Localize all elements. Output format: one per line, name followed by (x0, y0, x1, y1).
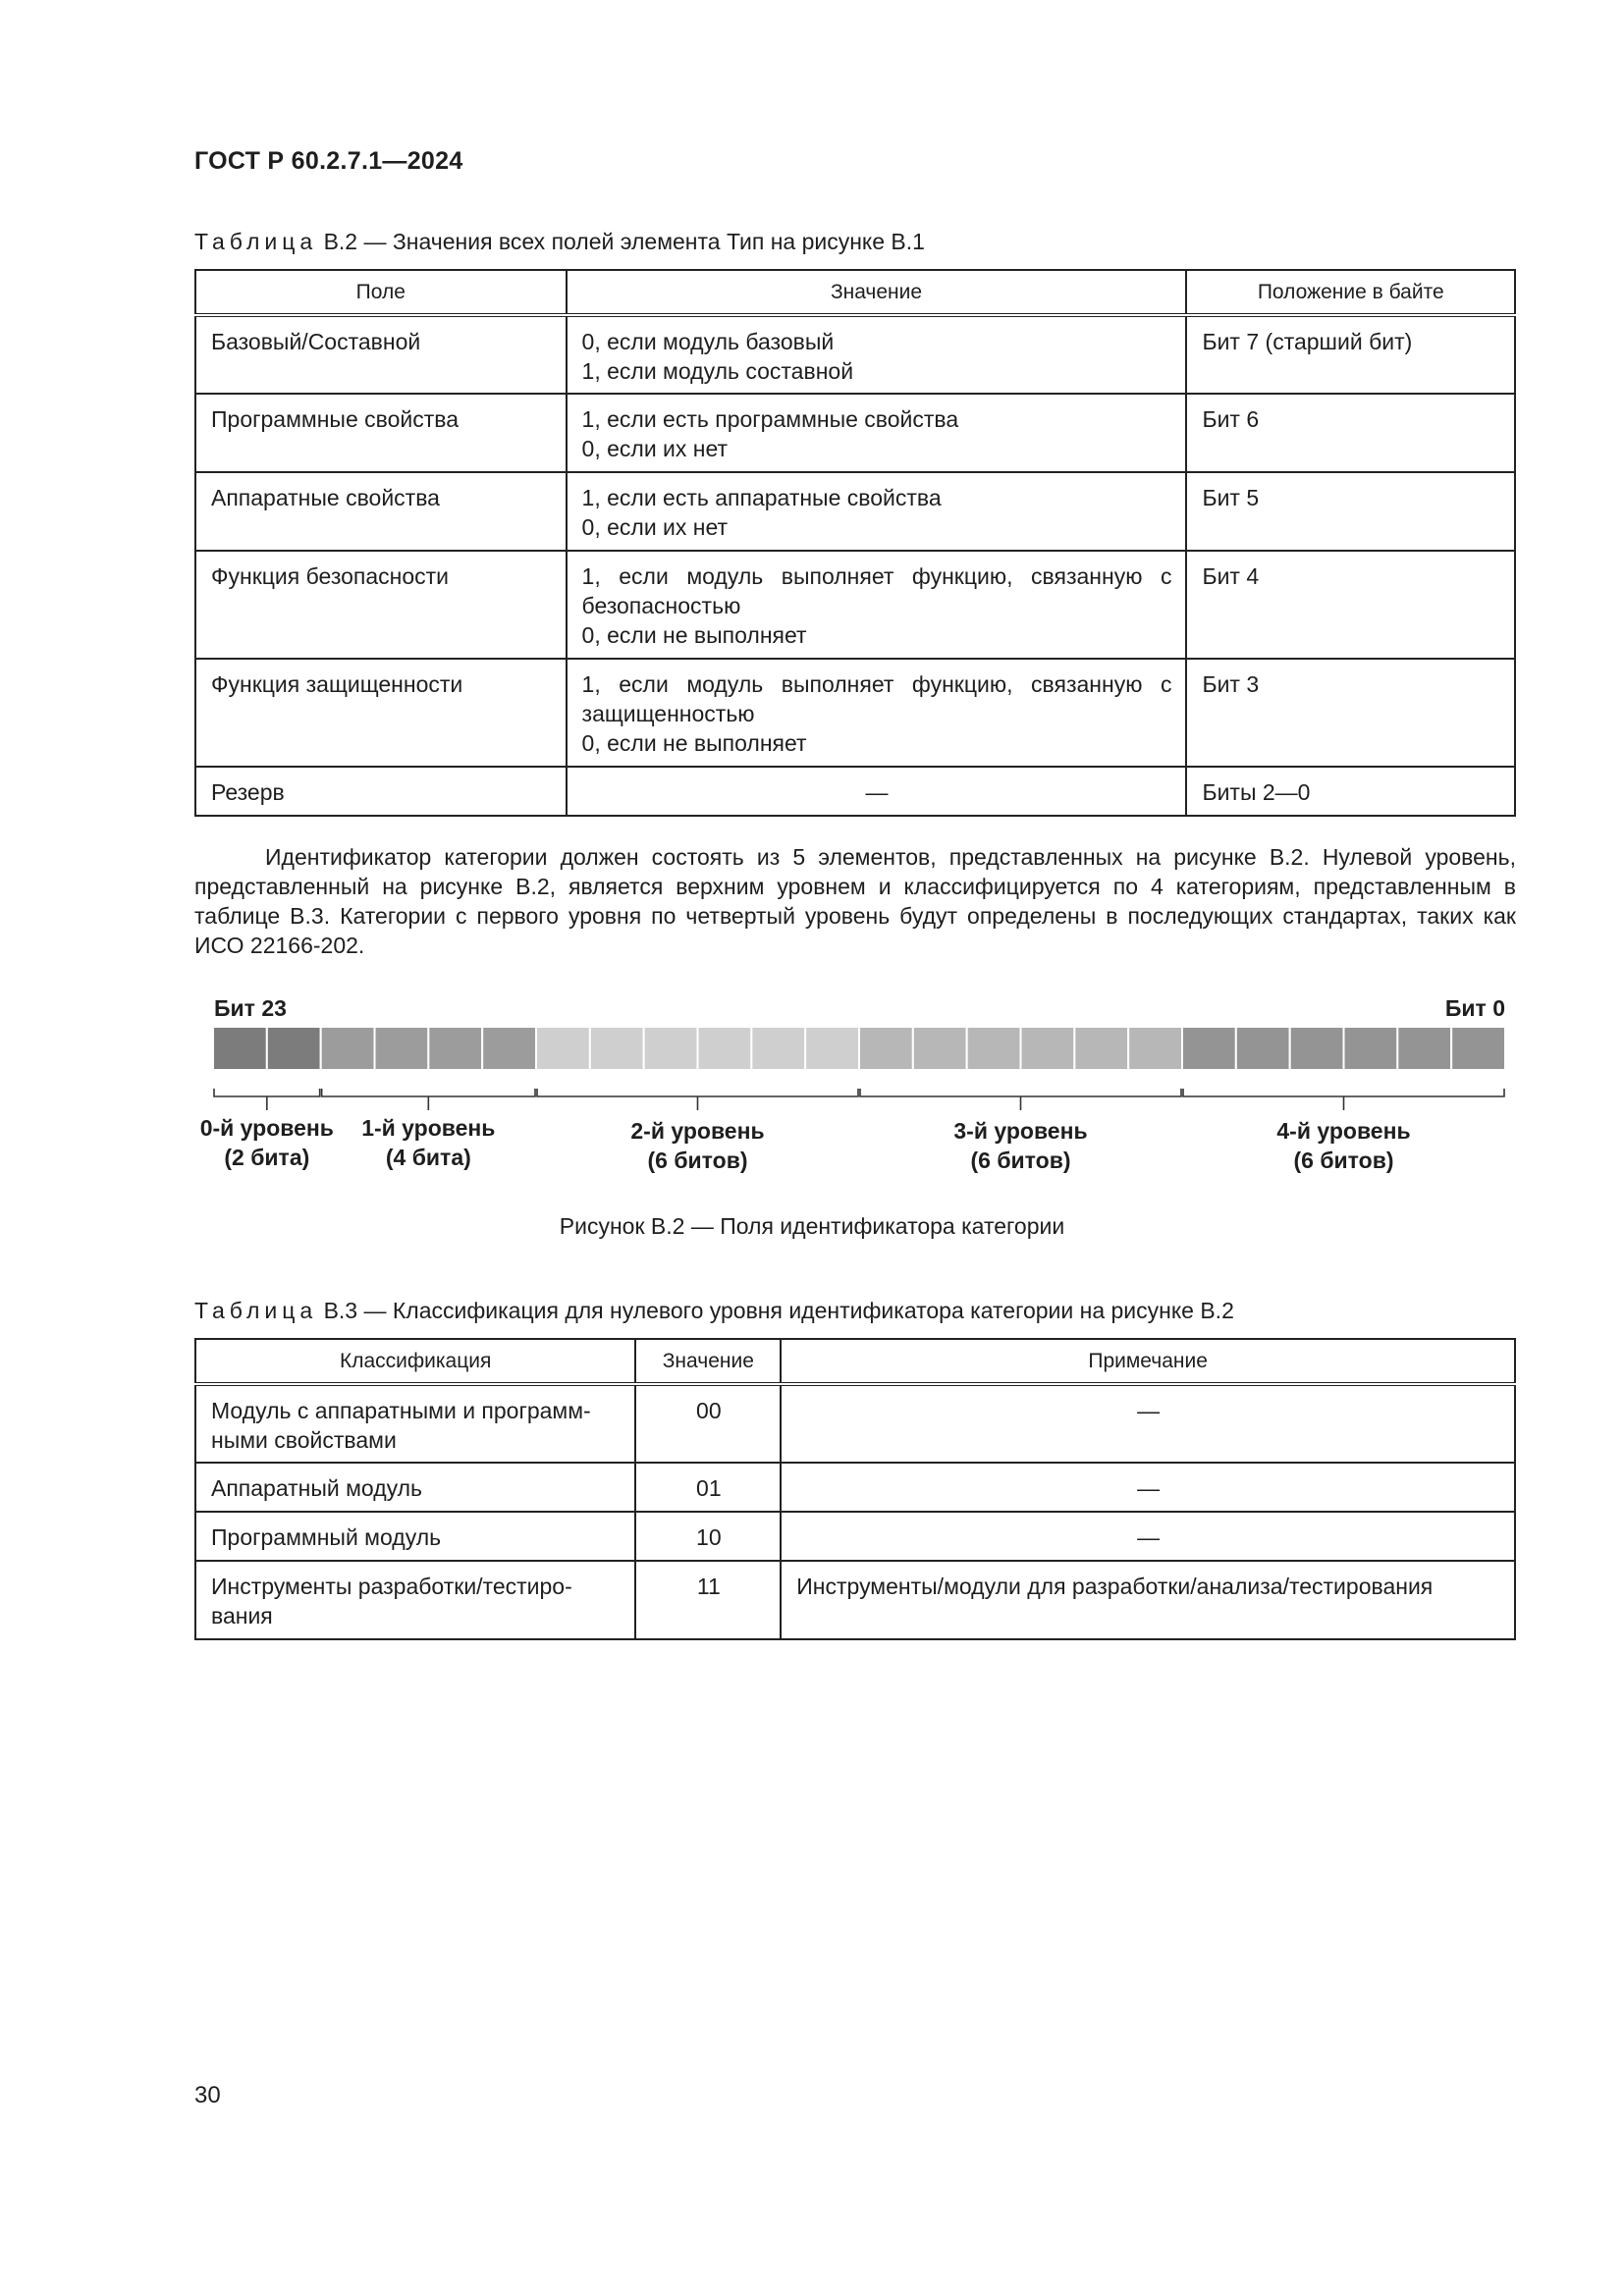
header-field: Поле (195, 270, 567, 315)
cell-position: Биты 2—0 (1186, 767, 1515, 816)
level-labels (200, 1115, 1411, 1173)
header-value: Значение (567, 270, 1187, 315)
cell-classification: Модуль с аппаратными и программ- ными свойствами (195, 1384, 635, 1463)
cell-note: — (781, 1512, 1515, 1561)
cell-value: 01 (635, 1463, 781, 1512)
bit-cell (590, 1027, 644, 1070)
cell-value: 1, если есть программные свойства 0, если их нет (567, 394, 1187, 472)
bit-cell (267, 1027, 321, 1070)
bit-0-label: Бит 0 (1444, 995, 1505, 1021)
header-position: Положение в байте (1186, 270, 1515, 315)
table-row (195, 1463, 1515, 1512)
bit-cell (1021, 1027, 1075, 1070)
cell-position: Бит 5 (1186, 472, 1515, 551)
cell-field: Функция защищенности (195, 659, 567, 767)
level-bits-label: (6 битов) (647, 1148, 748, 1173)
level-brace (537, 1089, 858, 1110)
bit-cell (1397, 1027, 1451, 1070)
bit-cell (1182, 1027, 1236, 1070)
bit-cell (805, 1027, 859, 1070)
cell-note: Инструменты/модули для разработки/анализа/тестирования (781, 1561, 1515, 1639)
cell-value: 10 (635, 1512, 781, 1561)
bit-cell (375, 1027, 429, 1070)
level-bits-label: (6 битов) (1293, 1148, 1394, 1173)
bit-cell (1074, 1027, 1128, 1070)
table-row (195, 472, 1515, 551)
cell-value: 1, если модуль выполняет функцию, связанную с безопасностью 0, если не выполняет (567, 551, 1187, 659)
table-row (195, 551, 1515, 659)
bit-cell (644, 1027, 698, 1070)
table-row (195, 394, 1515, 472)
cell-value: 1, если есть аппаратные свойства 0, если их нет (567, 472, 1187, 551)
bit-cell (428, 1027, 482, 1070)
bit-cell (536, 1027, 590, 1070)
bit-cell (1128, 1027, 1182, 1070)
cell-value: 00 (635, 1384, 781, 1463)
header-value: Значение (635, 1339, 781, 1384)
cell-field: Программные свойства (195, 394, 567, 472)
table-header-row (195, 270, 1515, 315)
table-b2 (194, 269, 1516, 817)
cell-value: 0, если модуль базовый 1, если модуль составной (567, 315, 1187, 394)
level-braces (214, 1089, 1504, 1110)
header-classification: Классификация (195, 1339, 635, 1384)
bit-cell (213, 1027, 267, 1070)
cell-position: Бит 7 (старший бит) (1186, 315, 1515, 394)
cell-field: Аппаратные свойства (195, 472, 567, 551)
table-row (195, 767, 1515, 816)
level-bits-label: (4 бита) (385, 1145, 471, 1170)
bit-cell (1290, 1027, 1344, 1070)
cell-note: — (781, 1384, 1515, 1463)
table-header-row (195, 1339, 1515, 1384)
cell-classification: Аппаратный модуль (195, 1463, 635, 1512)
level-name-label: 2-й уровень (630, 1118, 765, 1144)
level-brace (214, 1089, 320, 1110)
level-brace (1183, 1089, 1504, 1110)
bit-cell (1344, 1027, 1398, 1070)
level-bits-label: (2 бита) (224, 1145, 310, 1170)
bit-cell (913, 1027, 967, 1070)
cell-field: Базовый/Составной (195, 315, 567, 394)
table-b3-caption-word: Таблица (194, 1298, 318, 1323)
bit-cell (321, 1027, 375, 1070)
body-paragraph: Идентификатор категории должен состоять из 5 элементов, представленных на рисунке В.2. Нулевой уровень, представленный на рисунке В.2, является верхним уровнем и классифицируется по 4 категориям, представленным в таблице В.3. Категории с первого уровня по четвертый уровень будут определены в последующих стандартах, таких как ИСО 22166-202. (194, 844, 1516, 958)
bit-cell (751, 1027, 805, 1070)
table-b2-caption-text: В.2 — Значения всех полей элемента Тип на рисунке В.1 (317, 229, 925, 254)
level-name-label: 4-й уровень (1276, 1118, 1411, 1144)
table-row (195, 1512, 1515, 1561)
category-id-figure (187, 991, 1522, 1188)
cell-position: Бит 6 (1186, 394, 1515, 472)
page-number: 30 (194, 2082, 221, 2109)
table-b3-caption (194, 1298, 1234, 1324)
level-name-label: 3-й уровень (953, 1118, 1088, 1144)
cell-classification: Программный модуль (195, 1512, 635, 1561)
cell-value: — (567, 767, 1187, 816)
bit-cell (1451, 1027, 1505, 1070)
level-name-label: 1-й уровень (361, 1115, 496, 1141)
table-b3-caption-text: В.3 — Классификация для нулевого уровня идентификатора категории на рисунке В.2 (317, 1298, 1234, 1323)
table-row (195, 1384, 1515, 1463)
figure-caption: Рисунок В.2 — Поля идентификатора категории (559, 1213, 1065, 1239)
bit-cell (698, 1027, 752, 1070)
table-b2-caption-word: Таблица (194, 229, 318, 254)
cell-value: 11 (635, 1561, 781, 1639)
bit-cell (859, 1027, 913, 1070)
document-code: ГОСТ Р 60.2.7.1—2024 (194, 147, 463, 175)
cell-classification: Инструменты разработки/тестиро- вания (195, 1561, 635, 1639)
cell-note: — (781, 1463, 1515, 1512)
cell-field: Функция безопасности (195, 551, 567, 659)
header-note: Примечание (781, 1339, 1515, 1384)
bit-cell (967, 1027, 1021, 1070)
cell-field: Резерв (195, 767, 567, 816)
cell-position: Бит 3 (1186, 659, 1515, 767)
bit-23-label: Бит 23 (214, 995, 287, 1021)
level-bits-label: (6 битов) (970, 1148, 1071, 1173)
level-brace (322, 1089, 535, 1110)
cell-value: 1, если модуль выполняет функцию, связанную с защищенностью 0, если не выполняет (567, 659, 1187, 767)
cell-position: Бит 4 (1186, 551, 1515, 659)
level-name-label: 0-й уровень (199, 1115, 334, 1141)
table-row (195, 659, 1515, 767)
table-row (195, 315, 1515, 394)
bit-cell (1236, 1027, 1290, 1070)
bit-cell (482, 1027, 536, 1070)
table-b3 (194, 1338, 1516, 1640)
bit-cells (213, 1027, 1505, 1070)
table-b2-caption (194, 229, 925, 255)
level-brace (860, 1089, 1181, 1110)
table-row (195, 1561, 1515, 1639)
